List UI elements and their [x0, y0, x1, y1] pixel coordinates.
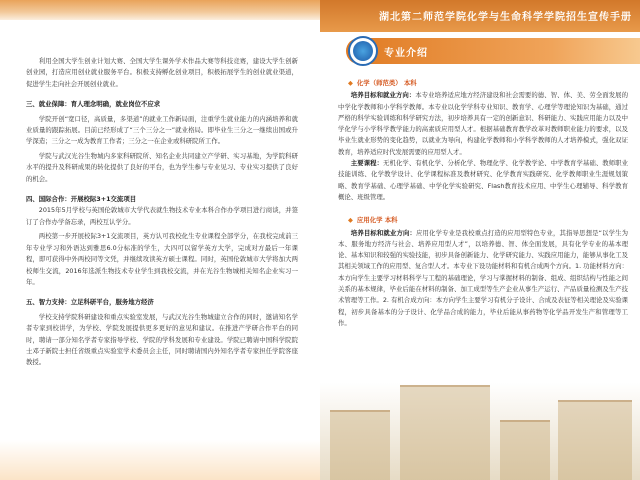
- course-text: 无机化学、有机化学、分析化学、物理化学、化学教学论、中学教育学基础、教师职业技能训练、化学教学设计、化学课程标准及教材研究、化学教育实践研究、化学教师职业生涯规划策略、教育学基础、心理学基础、中学化学实验研究、Flash教育技术应用、中学生心理辅导、科学教育概论、班级管理。: [338, 159, 629, 201]
- major-title-chemistry-text: 化学（师范类） 本科: [356, 79, 417, 87]
- section-heading-intellectual: 五、智力支持：立足科研平台，服务地方经济: [26, 298, 154, 307]
- major-chemistry-courses: [338, 158, 628, 203]
- header-bar: [320, 0, 640, 32]
- left-paragraph-intl-1: 2015年5月学校与英国伦敦城市大学代表就生物技术专业本科合作办学项目进行商谈，并签订了合作办学备忘录，两校互认学分。: [26, 206, 298, 226]
- left-paragraph-cooperation: 学院与武汉光谷生物城内多家科研院所、知名企业共同建立产学研、实习基地，为学院科研水平的提升及科研成果的转化提供了良好的平台，也为学生参与专业见习、专业实习提供了良好的机会。: [26, 151, 298, 183]
- major-title-applied-text: 应用化学 本科: [356, 216, 398, 225]
- goal-text: 应用化学专业是我校重点打造的应用型特色专业，其指导思想是“以学生为本、服务地方经济与社会、培养应用型人才”，以培养德、智、体全面发展，具有化学专业的基本理论、基本知识和较强的实验技能，初步具备创新能力、化学研究能力、实践应用能力，能够从事化工及其相关领域工作的应用型、复合型人才。本专业下设功能材料和有机合成两个方向。1. 功能材料方向：本方向学生主要学习材料科学与工程的基础理论，学习与掌握材料的制备、组成、组织结构与性能之间关系的基本规律，毕业后能在材料的制备、加工成型等生产企业从事生产运行、产品质量检测及生产技术管理等工作。2. 有机合成方向：本方向学生主要学习有机分子设计、合成及表征等相关理论及实验课程，初步具备基本的分子设计、化学品合成的能力，毕业后能从事药物等化学品开发生产和管理等工作。: [338, 228, 629, 327]
- left-paragraph-intl-2: 两校第一步开展校际3+1交流项目，英方认可我校化生专业课程全部学分，在我校完成前三年专业学习和外语达到雅思6.0分标准的学生，大四可以留学英方大学，完成对方最后一年课程，即可获得中外两校同等文凭，并继续攻读英方硕士课程。同时，英国伦敦城市大学将加大两校师生交流，2016年选派生物技术专业学生到我校交流，并在光谷生物城相关知名企业实习一年。: [26, 232, 298, 286]
- left-text-body: [26, 56, 298, 369]
- left-top-strip: [0, 0, 320, 20]
- course-label: 主要课程：: [350, 159, 384, 168]
- diamond-icon: ◆: [348, 79, 353, 87]
- section-heading-international: 四、国际合作：开展校际3+1交流项目: [26, 195, 137, 204]
- left-paragraph-employment: 学院开创“宽口径，高质量，多渠道”的就业工作新局面，注重学生就业能力的内涵培养和就业质量的跟踪拓展。目前已经形成了“三个三分之一”就业格局。即毕业生三分之一继续出国或升学深造；三分之一成为教育工作者；三分之一在企业或科研院所工作。: [26, 114, 298, 146]
- left-bottom-decoration: [0, 440, 320, 480]
- campus-photo: [320, 330, 640, 480]
- major-applied-goal: [338, 228, 628, 330]
- school-logo-icon: [348, 36, 378, 66]
- left-paragraph-research: 学校支持学院科研建设和重点实验室发展，与武汉光谷生物城建立合作的同时，邀请知名学者专家到校讲学，为学校、学院发展提供更多更好的意见和建议。在推进产学研合作平台的同时，聘请一部分知名学者专家指导学校、学院的学科发展和专业建设。学院已聘请中国科学院院士邓子新院士担任省级重点实验室学术委员会主任，同时聘请国内外知名学者专家担任学院客座教授。: [26, 312, 298, 367]
- goal-label: 培养目标和就业方向：: [350, 91, 416, 100]
- major-chemistry-goal: [338, 90, 628, 158]
- left-paragraph-intro: 利用全国大学生创业计划大赛、全国大学生课外学术作品大赛等科技竞赛，建设大学生创新创业园，打造应用创业就业服务平台。积极支持孵化创业项目，积极拓展学生的创业就业渠道，促进学生走向社会开展创业就业。: [26, 57, 298, 88]
- diamond-icon: ◆: [348, 216, 353, 225]
- goal-text: 本专业培养适应地方经济建设和社会需要的德、智、体、美、劳全面发展的中学化学教师和小学科学教师。本专业以化学学科专业知识、教育学、心理学等理论知识为基础，通过严格的科学实验训练和科学研究方法，初步培养具有一定的创新意识、科研能力、实践应用能力以及中学化学与小学科学教学能力的高素质应用型人才。根据基础教育教学改革对教师职业能力的要求，以及毕业生就业形势的变化趋势，以就业为导向，构建化学教师和小学科学教师的人才培养模式，强化双证教育，培养适应时代发展需要的应用型人才。: [338, 91, 629, 156]
- major-title-applied-chemistry: [348, 215, 628, 226]
- section-title: 专业介绍: [384, 48, 428, 59]
- major-title-chemistry: [348, 78, 628, 89]
- right-page: [320, 0, 640, 480]
- goal-label: 培养目标和就业方向：: [350, 228, 417, 237]
- section-heading-employment: 三、就业保障：育人理念明确，就业岗位不应求: [26, 100, 161, 109]
- brochure-title: 湖北第二师范学院化学与生命科学学院招生宣传手册: [379, 12, 632, 23]
- right-text-body: [338, 78, 628, 329]
